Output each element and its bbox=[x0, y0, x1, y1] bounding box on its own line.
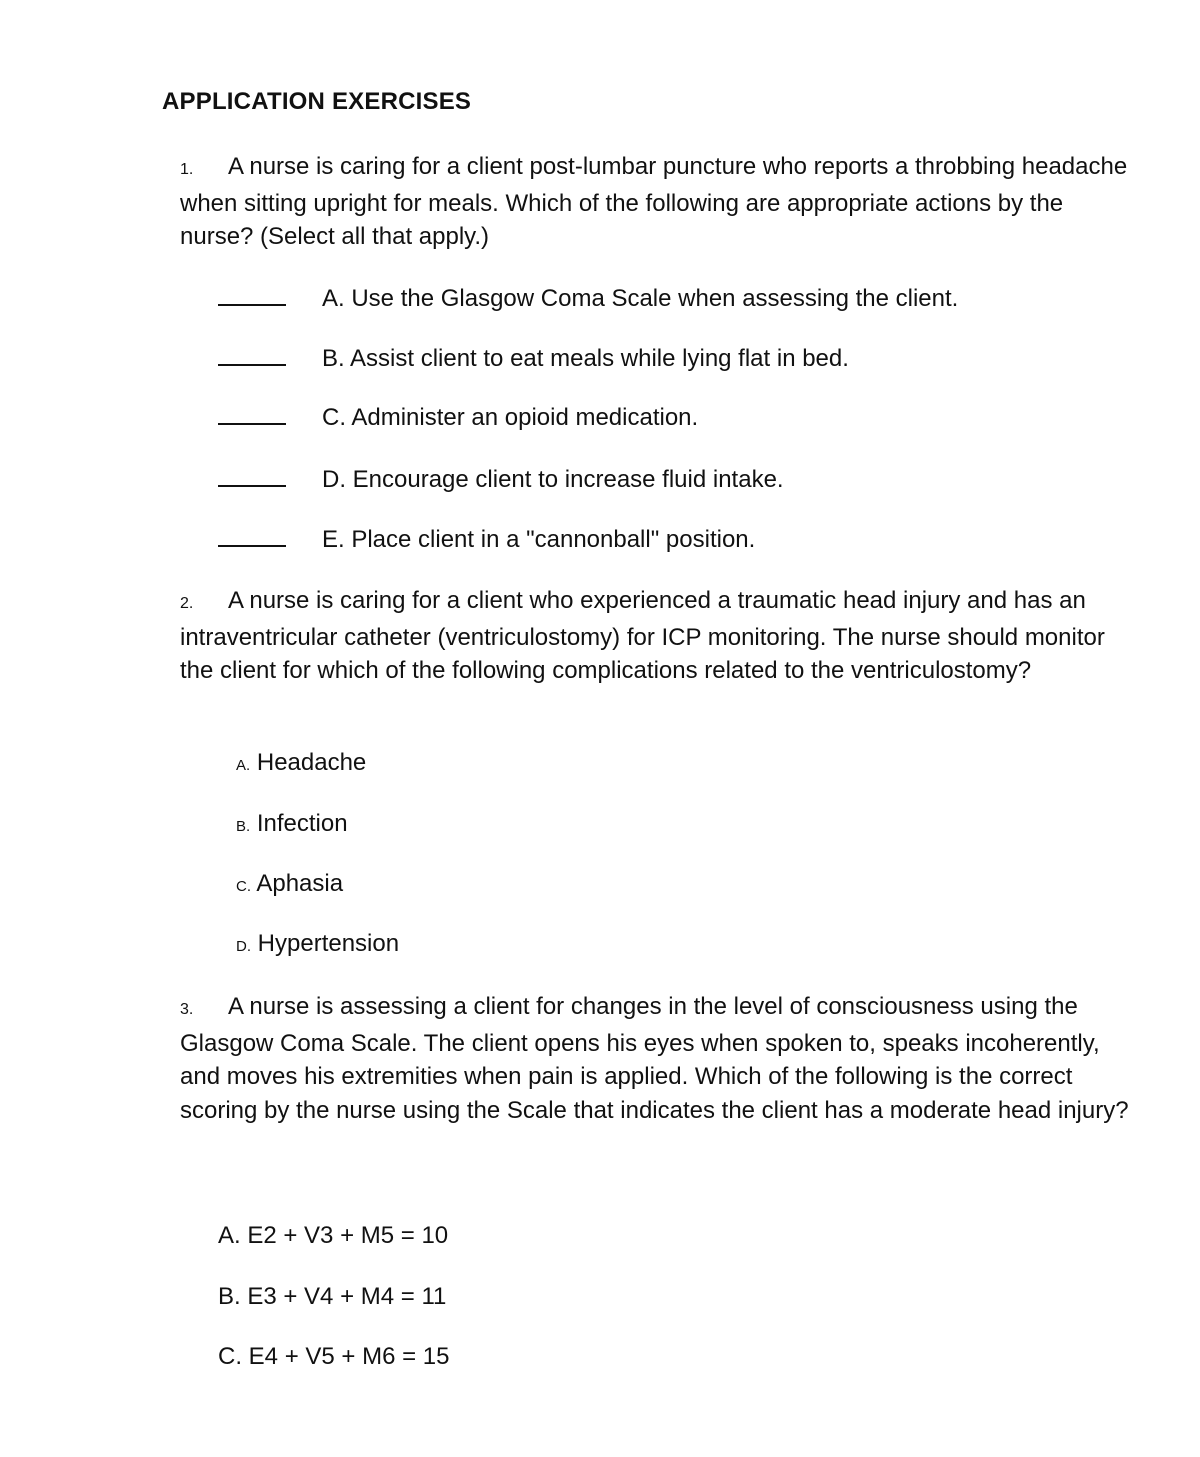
q2-option-c bbox=[236, 869, 343, 902]
page-title: APPLICATION EXERCISES bbox=[162, 88, 472, 115]
answer-blank[interactable] bbox=[218, 282, 286, 306]
q1-option-d-text: D. Encourage client to increase fluid intake. bbox=[322, 466, 784, 493]
question-1 bbox=[180, 150, 1140, 254]
q1-option-d bbox=[218, 463, 784, 495]
q2-option-d-text: Hypertension bbox=[257, 930, 400, 957]
q2-option-d bbox=[236, 929, 399, 962]
answer-blank[interactable] bbox=[218, 523, 286, 547]
question-3 bbox=[180, 990, 1140, 1127]
q3-option-c: C. E4 + V5 + M6 = 15 bbox=[218, 1343, 450, 1370]
q1-option-c-text: C. Administer an opioid medication. bbox=[322, 404, 699, 431]
question-2 bbox=[180, 584, 1140, 688]
q2-option-c-letter: C. bbox=[236, 878, 251, 895]
q2-option-d-letter: D. bbox=[236, 938, 251, 955]
question-2-number: 2. bbox=[180, 595, 194, 612]
q1-option-c bbox=[218, 401, 698, 433]
q1-option-b-text: B. Assist client to eat meals while lying flat in bed. bbox=[322, 345, 849, 372]
answer-blank[interactable] bbox=[218, 463, 286, 487]
answer-blank[interactable] bbox=[218, 401, 286, 425]
q2-option-b bbox=[236, 809, 348, 842]
q3-option-b: B. E3 + V4 + M4 = 11 bbox=[218, 1283, 447, 1310]
question-3-number: 3. bbox=[180, 1001, 194, 1018]
q1-option-a bbox=[218, 282, 958, 314]
q1-option-a-text: A. Use the Glasgow Coma Scale when assessing the client. bbox=[322, 285, 959, 312]
q2-option-b-letter: B. bbox=[236, 818, 251, 835]
q2-option-b-text: Infection bbox=[256, 810, 348, 837]
q2-option-a-letter: A. bbox=[236, 757, 251, 774]
question-1-text: A nurse is caring for a client post-lumbar puncture who reports a throbbing headache when sitting upright for meals. Which of the following are appropriate actions by the nurse? (Select all that apply.) bbox=[180, 153, 1128, 250]
q2-option-a-text: Headache bbox=[256, 749, 367, 776]
question-1-number: 1. bbox=[180, 161, 194, 178]
q1-option-e-text: E. Place client in a "cannonball" position. bbox=[322, 526, 756, 553]
q2-option-c-text: Aphasia bbox=[256, 870, 344, 897]
q1-option-e bbox=[218, 523, 755, 555]
q3-option-a: A. E2 + V3 + M5 = 10 bbox=[218, 1222, 449, 1249]
q1-option-b bbox=[218, 342, 849, 374]
q2-option-a bbox=[236, 748, 366, 781]
question-2-text: A nurse is caring for a client who experienced a traumatic head injury and has an intraventricular catheter (ventriculostomy) for ICP monitoring. The nurse should monitor the client for which of the following complications related to the ventriculostomy? bbox=[180, 587, 1105, 684]
question-3-text: A nurse is assessing a client for changes in the level of consciousness using the Glasgow Coma Scale. The client opens his eyes when spoken to, speaks incoherently, and moves his extremities when pain is applied. Which of the following is the correct scoring by the nurse using the Scale that indicates the client has a moderate head injury? bbox=[180, 993, 1129, 1124]
answer-blank[interactable] bbox=[218, 342, 286, 366]
